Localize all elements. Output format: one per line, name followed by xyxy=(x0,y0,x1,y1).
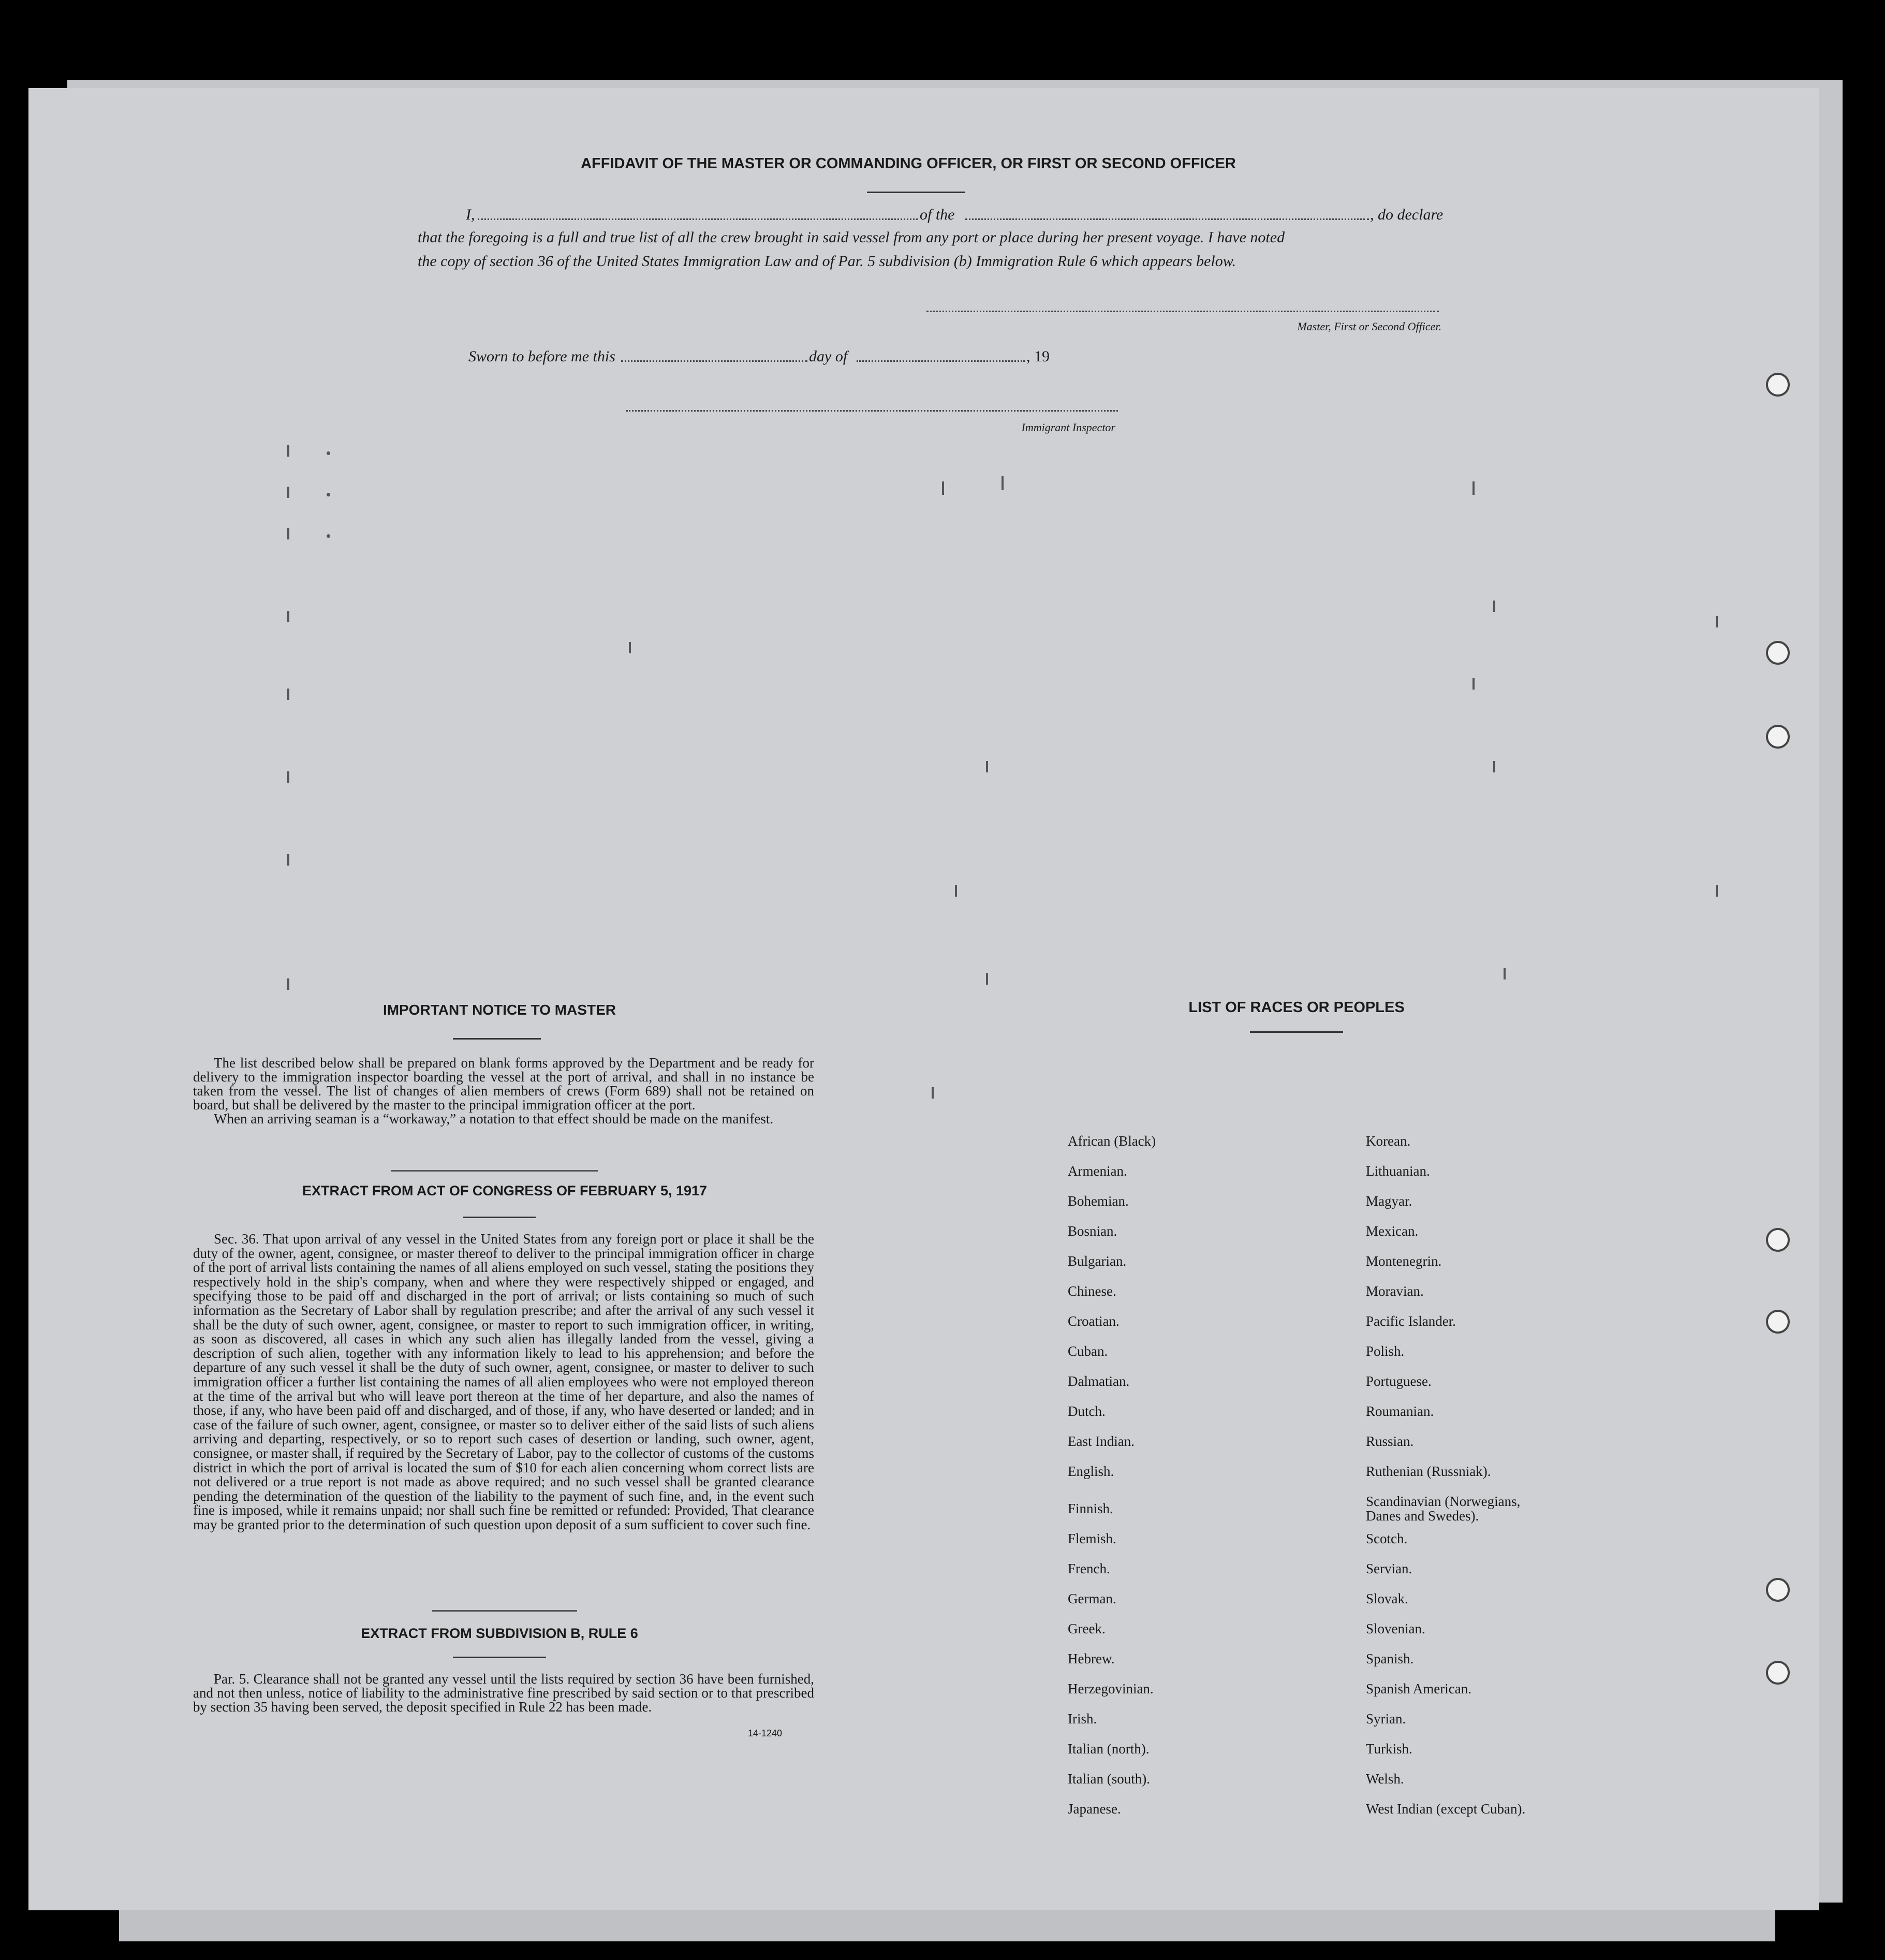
race-item: Moravian. xyxy=(1366,1283,1424,1299)
inspector-label: Immigrant Inspector xyxy=(1021,421,1115,434)
faint-mark xyxy=(629,642,631,653)
divider xyxy=(432,1610,577,1612)
form-number: 14-1240 xyxy=(748,1728,783,1738)
affidavit-i: I, xyxy=(466,206,475,223)
faint-mark xyxy=(1472,481,1475,495)
faint-mark xyxy=(986,761,988,772)
faint-mark xyxy=(1493,761,1495,772)
sworn-month-line[interactable] xyxy=(857,360,1025,362)
race-item: Pacific Islander. xyxy=(1366,1313,1456,1329)
faint-mark xyxy=(287,771,289,783)
race-item: African (Black) xyxy=(1068,1133,1156,1149)
divider xyxy=(391,1170,598,1172)
race-item: Dalmatian. xyxy=(1068,1373,1130,1389)
race-item: Italian (south). xyxy=(1068,1771,1150,1787)
section-36-text: Sec. 36. That upon arrival of any vessel in the United States from any foreign port or place it shall be the duty of the owner, agent, consignee, or master thereof to deliver to the principal immigration officer in charge of the port of arrival lists containing the names of all aliens employed on such vessel, stating the positions they respectively hold in the ship's company, when and where they were respectively shipped or engaged, and specifying those to be paid off and discharged in the port of arrival; or lists containing so much of such information as the Secretary of Labor shall by regulation prescribe; and after the arrival of any such vessel it shall be the duty of such owner, agent, consignee, or master to report to such immigration officer, in writing, as soon as discovered, all cases in which any such alien has illegally landed from the vessel, giving a description of such alien, together with any information likely to lead to his apprehension; and before the departure of any such vessel it shall be the duty of such owner, agent, consignee, or master to deliver to such immigration officer a further list containing the names of all alien employees who were not employed thereon at the time of the arrival but who will leave port thereon at the time of her departure, and also the names of those, if any, who have been paid off and discharged, and of those, if any, who have deserted or landed; and in case of the failure of such owner, agent, consignee, or master so to deliver either of the said lists of such aliens arriving and departing, respectively, or so to report such cases of desertion or landing, such owner, agent, consignee, or master shall, if required by the Secretary of Labor, pay to the collector of customs of the customs district in which the port of arrival is located the sum of $10 for each alien concerning whom correct lists are not delivered or a true report is not made as above required; and no such vessel shall be granted clearance pending the determination of the question of the liability to the payment of such fine, and, in the event such fine is imposed, while it remains unpaid; nor shall such fine be remitted or refunded: Provided, That clearance may be granted prior to the determination of such question upon deposit of a sum sufficient to cover such fine. xyxy=(193,1231,814,1532)
notice-paragraph-1: The list described below shall be prepared on blank forms approved by the Department and be ready for delivery to the immigration inspector boarding the vessel at the port of arrival, and shall in no instance be taken from the vessel. The list of changes of alien members of crews (Form 689) shall not be retained on board, but shall be delivered by the master to the principal immigration officer at the port. xyxy=(193,1055,814,1113)
race-item: Servian. xyxy=(1366,1561,1412,1576)
affidavit-do-declare: , do declare xyxy=(1370,206,1444,223)
race-item: Scandinavian (Norwegians, Danes and Swedes). xyxy=(1366,1494,1521,1524)
divider xyxy=(867,192,965,193)
binder-hole xyxy=(1766,1661,1790,1685)
faint-mark xyxy=(287,445,289,457)
race-item: Lithuanian. xyxy=(1366,1163,1430,1179)
faint-mark xyxy=(1716,885,1718,897)
faint-mark xyxy=(1002,476,1004,490)
binder-hole xyxy=(1766,1578,1790,1602)
extract-act-title: EXTRACT FROM ACT OF CONGRESS OF FEBRUARY 5, 1917 xyxy=(302,1183,708,1198)
race-item: Flemish. xyxy=(1068,1531,1116,1546)
race-item: Hebrew. xyxy=(1068,1651,1115,1666)
faint-mark xyxy=(287,854,289,866)
race-item: Polish. xyxy=(1366,1343,1405,1359)
race-item: Cuban. xyxy=(1068,1343,1108,1359)
race-item: Roumanian. xyxy=(1366,1403,1434,1419)
faint-mark xyxy=(932,1087,934,1099)
faint-mark xyxy=(955,885,957,897)
race-item: French. xyxy=(1068,1561,1110,1576)
race-item: Slovak. xyxy=(1366,1591,1408,1606)
binder-hole xyxy=(1766,1228,1790,1252)
notice-paragraph-2: When an arriving seaman is a “workaway,” a notation to that effect should be made on the manifest. xyxy=(214,1111,774,1127)
races-title: LIST OF RACES OR PEOPLES xyxy=(1188,999,1405,1016)
race-item: Irish. xyxy=(1068,1711,1097,1727)
race-item: Finnish. xyxy=(1068,1501,1113,1516)
race-item: Welsh. xyxy=(1366,1771,1404,1787)
name-field-line[interactable] xyxy=(478,218,918,220)
race-item: Syrian. xyxy=(1366,1711,1406,1727)
race-item: Russian. xyxy=(1366,1434,1414,1449)
divider xyxy=(463,1217,536,1218)
faint-mark xyxy=(986,973,988,985)
binder-hole xyxy=(1766,1310,1790,1334)
race-item: Japanese. xyxy=(1068,1801,1121,1817)
race-item: Spanish. xyxy=(1366,1651,1414,1666)
race-item: English. xyxy=(1068,1464,1114,1479)
faint-mark xyxy=(327,493,330,496)
faint-mark xyxy=(287,978,289,990)
form-page xyxy=(28,88,1819,1910)
race-item: Mexican. xyxy=(1366,1223,1419,1239)
day-of-text: day of xyxy=(809,348,848,365)
divider xyxy=(1250,1031,1343,1033)
faint-mark xyxy=(327,451,330,455)
faint-mark xyxy=(942,481,944,495)
binder-hole xyxy=(1766,373,1790,397)
race-item: Dutch. xyxy=(1068,1403,1106,1419)
binder-hole xyxy=(1766,725,1790,749)
race-item: Chinese. xyxy=(1068,1283,1116,1299)
race-item: Bulgarian. xyxy=(1068,1253,1127,1269)
year-text: , 19 xyxy=(1026,348,1050,365)
affidavit-of-the: of the xyxy=(920,206,955,223)
faint-mark xyxy=(287,611,289,622)
race-item: Korean. xyxy=(1366,1133,1411,1149)
faint-mark xyxy=(1472,678,1475,690)
race-item: Croatian. xyxy=(1068,1313,1120,1329)
extract-rule-title: EXTRACT FROM SUBDIVISION B, RULE 6 xyxy=(361,1626,638,1641)
sworn-day-line[interactable] xyxy=(621,360,807,362)
faint-mark xyxy=(327,534,330,538)
race-item: Bosnian. xyxy=(1068,1223,1117,1239)
race-item: Greek. xyxy=(1068,1621,1106,1636)
faint-mark xyxy=(1504,968,1506,979)
par-5-text: Par. 5. Clearance shall not be granted any vessel until the lists required by section 36 have been furnished, and not then unless, notice of liability to the administrative fine prescribed by said section or to that prescribed by section 35 having been served, the deposit specified in Rule 22 has been made. xyxy=(193,1671,814,1715)
notice-title: IMPORTANT NOTICE TO MASTER xyxy=(382,1002,616,1018)
inspector-signature-line[interactable] xyxy=(626,410,1118,412)
affidavit-line-3: the copy of section 36 of the United States Immigration Law and of Par. 5 subdivision (b) Immigration Rule 6 which appears below. xyxy=(418,253,1236,270)
vessel-field-line[interactable] xyxy=(965,218,1369,220)
faint-mark xyxy=(1493,601,1495,612)
sworn-text: Sworn to before me this xyxy=(468,348,615,365)
race-item: Scotch. xyxy=(1366,1531,1408,1546)
race-item: Italian (north). xyxy=(1068,1741,1150,1757)
race-item: Spanish American. xyxy=(1366,1681,1471,1696)
race-item: Montenegrin. xyxy=(1366,1253,1442,1269)
race-item: Ruthenian (Russniak). xyxy=(1366,1464,1491,1479)
race-item: Turkish. xyxy=(1366,1741,1412,1757)
faint-mark xyxy=(1716,616,1718,627)
affidavit-line-2: that the foregoing is a full and true list of all the crew brought in said vessel from any port or place during her present voyage. I have noted xyxy=(418,229,1285,246)
divider xyxy=(453,1657,546,1658)
affidavit-title: AFFIDAVIT OF THE MASTER OR COMMANDING OFFICER, OR FIRST OR SECOND OFFICER xyxy=(581,155,1236,172)
faint-mark xyxy=(287,689,289,700)
race-item: Magyar. xyxy=(1366,1193,1412,1209)
faint-mark xyxy=(287,487,289,498)
binder-hole xyxy=(1766,641,1790,665)
race-item: Bohemian. xyxy=(1068,1193,1129,1209)
race-item: Armenian. xyxy=(1068,1163,1127,1179)
race-item: Slovenian. xyxy=(1366,1621,1425,1636)
faint-mark xyxy=(287,528,289,539)
race-item: East Indian. xyxy=(1068,1434,1135,1449)
race-item: Portuguese. xyxy=(1366,1373,1432,1389)
master-signature-line[interactable] xyxy=(926,311,1439,312)
race-item: Herzegovinian. xyxy=(1068,1681,1154,1696)
race-item: German. xyxy=(1068,1591,1116,1606)
race-item: West Indian (except Cuban). xyxy=(1366,1801,1526,1817)
divider xyxy=(453,1038,541,1040)
master-label: Master, First or Second Officer. xyxy=(1297,320,1441,333)
